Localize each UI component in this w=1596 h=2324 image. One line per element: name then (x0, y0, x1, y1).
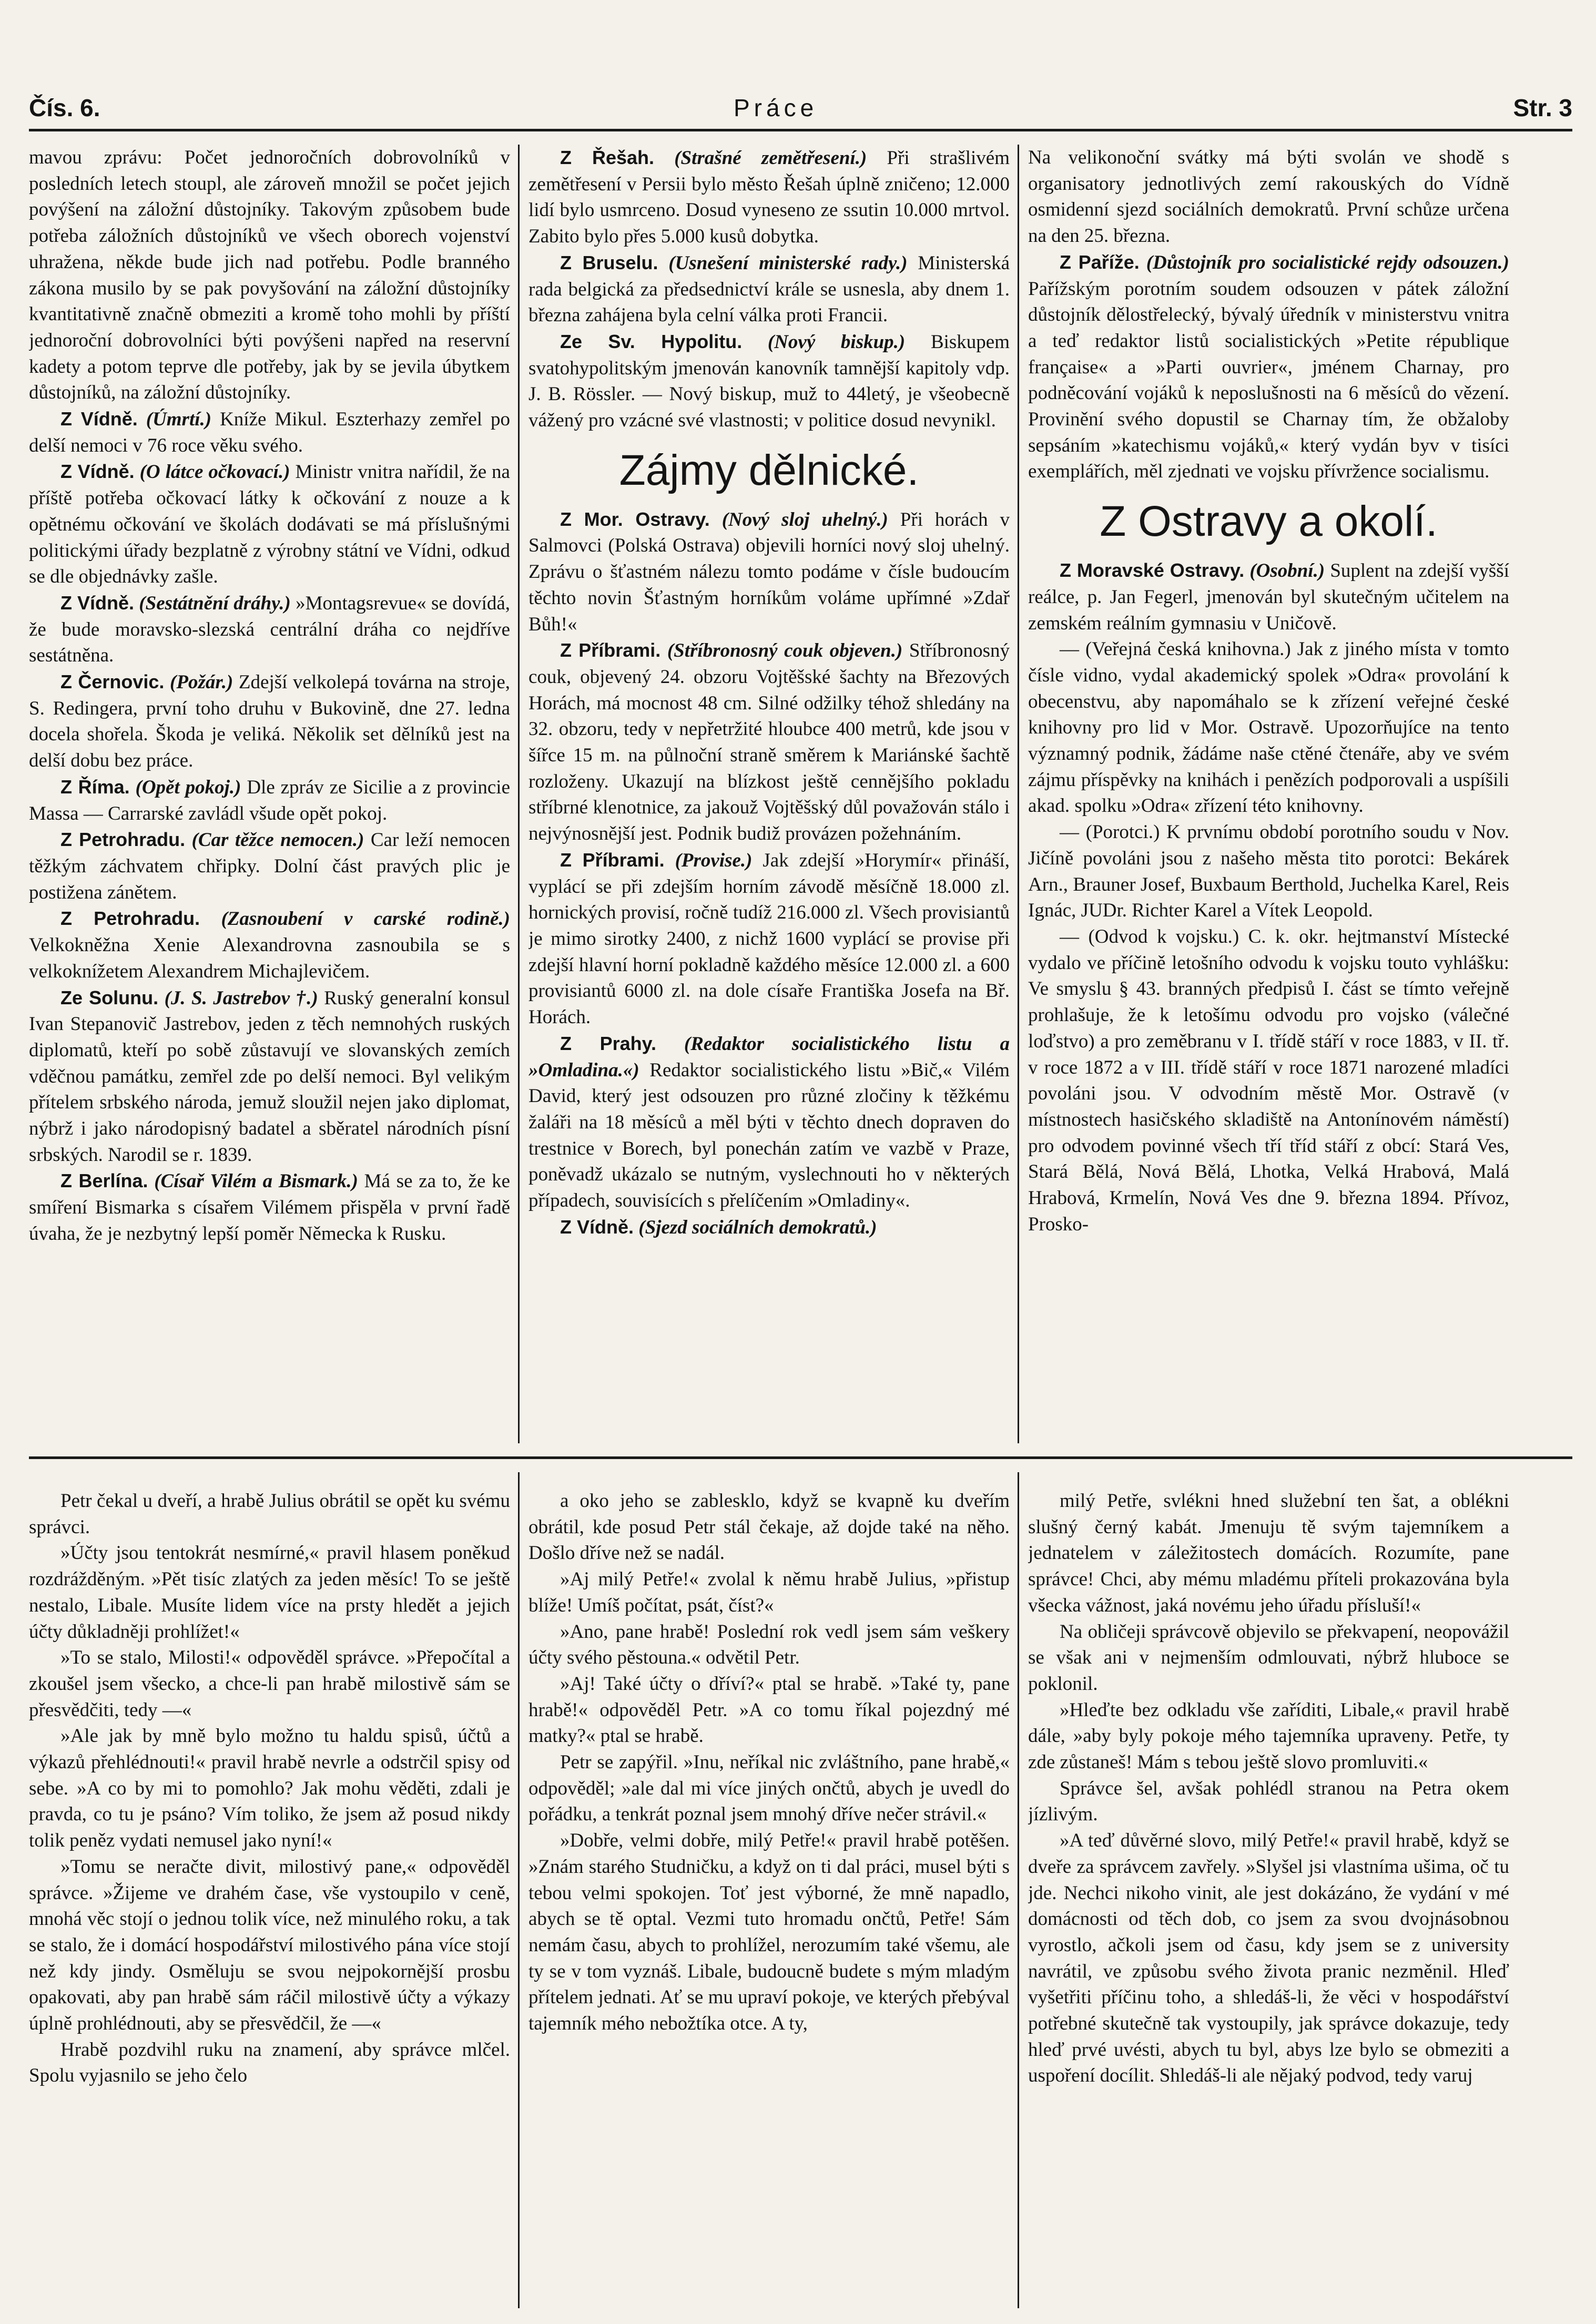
story-paragraph: »Hleďte bez odkladu vše zaříditi, Libale,« pravil hrabě dále, »aby byly pokoje mého tajemníka upraveny. Petře, ty zde zůstaneš! Mám s tebou ještě slovo promluviti.« (1028, 1699, 1509, 1773)
news-topic: (Strašné zemětřesení.) (674, 147, 867, 169)
news-body: Jak zdejší »Horymír« přináší, vyplácí se při zdejším horním závodě měsíčně 18.000 zl. hornických provisí, ročně tudíž 216.000 zl. Všech provisiantů je mimo sirotky 2400, z nichž 1600 vyplácí se provise při zdejší hlavní horní pokladně každého měsíce 12.000 zl. a 600 provisiantů 6000 zl. na dole císaře Františka Josefa na Bř. Horách. (528, 849, 1010, 1028)
dateline: Z Příbrami. (560, 849, 665, 871)
feuilleton-column-1 (29, 1488, 510, 2308)
news-topic: (Požár.) (170, 671, 233, 694)
section-title: Z Ostravy a okolí. (1100, 497, 1438, 546)
news-column-1 (29, 145, 510, 1435)
story-paragraph: Petr se zapýřil. »Inu, neříkal nic zvláštního, pane hrabě,« odpověděl; »ale dal mi více jiných ončtů, abych je uvedl do pořádku, a tenkrát poznal jsem mnohý dříve nečer strávil.« (528, 1751, 1010, 1826)
news-item (29, 774, 510, 827)
feuilleton-divider-2 (1018, 1472, 1019, 2308)
news-topic: (Nový sloj uhelný.) (721, 508, 888, 531)
news-body: Ministr vnitra nařídil, že na příště potřeba očkovací látky k očkování z nouze a k opětnému očkování ve školách dodávati se má příslušnými politickými úřady bezplatně z výrobny státní ve Vídni, odkud se dle objednávky zašle. (29, 461, 510, 588)
dateline: Z Říma. (60, 776, 130, 798)
dateline: Z Vídně. (60, 408, 138, 430)
news-item (528, 637, 1010, 847)
news-item (528, 1214, 1010, 1241)
news-topic: (Redaktor socialistického listu a »Omladina.«) (528, 1033, 1010, 1081)
feuilleton-rule (29, 1456, 1572, 1459)
news-item (528, 329, 1010, 434)
news-body: Ruský generalní konsul Ivan Stepanovič Jastrebov, jeden z těch nemnohých ruských diplomatů, kteří po sobě zůstavují ve slovanských zemích vděčnou památku, zemřel zde po delší nemoci. Byl velikým přítelem srbského národa, jemuž sloužil nejen jako diplomat, nýbrž i jako národopisný badatel a sběratel národních písní srbských. Narodil se r. 1839. (29, 987, 510, 1166)
news-item (29, 590, 510, 669)
news-item (1028, 819, 1509, 924)
news-item (29, 458, 510, 590)
news-item (29, 1168, 510, 1247)
news-column-3 (1028, 145, 1509, 1435)
header-rule (29, 129, 1572, 131)
story-paragraph: »To se stalo, Milosti!« odpověděl správce. »Přepočítal a zkoušel jsem všecko, a chce-li pan hrabě milostivě sám se přesvědčiti, tedy —« (29, 1647, 510, 1721)
dateline: Z Paříže. (1060, 251, 1140, 273)
story-paragraph: Petr čekal u dveří, a hrabě Julius obrátil se opět ku svému správci. (29, 1490, 510, 1538)
news-body: — (Odvod k vojsku.) C. k. okr. hejtmanství Místecké vydalo ve příčině letošního odvodu k vojsku touto vyhlášku: Ve smyslu § 43. branných předpisů I. část se tímto veřejně prohlašuje, že k letošímu odvodu pro vojsko (válečné loďstvo) a pro zeměbranu v I. třídě stáří v roce 1883, v II. tř. v roce 1872 a v III. třídě stáří v roce 1871 narozené mladíci povoláni jsou. V odvodním městě Mor. Ostravě (v místnostech hasičského skladiště na Antonínovém náměstí) pro odvodem povinné všech tří tříd stáří z obcí: Stará Ves, Stará Bělá, Nová Bělá, Lhotka, Velká Hrabová, Malá Hrabová, Krmelín, Nová Ves dne 9. března 1894. Přívoz, Prosko- (1028, 925, 1509, 1235)
column-divider-2 (1018, 145, 1019, 1443)
news-item (29, 406, 510, 458)
dateline: Z Vídně. (60, 461, 135, 483)
story-paragraph: a oko jeho se zablesklo, když se kvapně ku dveřím obrátil, kde posud Petr stál čekaje, až dojde také na něho. Došlo dříve než se nadál. (528, 1490, 1010, 1564)
news-column-2 (528, 145, 1010, 1435)
news-body: Má se za to, že ke smíření Bismarka s císařem Vilémem přispěla v první řadě úvaha, že je nezbytný lepší poměr Německa k Rusku. (29, 1170, 510, 1245)
news-body: Biskupem svatohypolitským jmenován kanovník tamnější kapitoly vdp. J. B. Rössler. — Nový biskup, muž to 44letý, je všeobecně vážený pro vzácné své vlastnosti; v politice dosud nevynikl. (528, 331, 1010, 432)
news-topic: (Car těžce nemocen.) (191, 829, 364, 851)
news-topic: (Císař Vilém a Bismark.) (154, 1170, 358, 1192)
dateline: Z Příbrami. (560, 639, 661, 661)
news-body: Suplent na zdejší vyšší reálce, p. Jan Fegerl, jmenován byl skutečným učitelem na zemském reálním gymnasiu v Uničově. (1028, 560, 1509, 634)
feuilleton-column-3 (1028, 1488, 1509, 2308)
dateline: Z Vídně. (560, 1216, 634, 1238)
news-body: mavou zprávu: Počet jednoročních dobrovolníků v posledních letech stoupl, ale zároveň množil se počet jejich povýšení na záložní důstojníky. Takovým způsobem bude potřeba záložních důstojníků ve všech oborech vojenství uhražena, někde bude jich nad potřebu. Podle branného zákona musilo by se pak povyšování na záložní důstojníky kvantitativně značně obmeziti a kromě toho mohli by příští jednoroční dobrovolníci býti povýšeni napřed na reservní kadety a potom teprve dle potřeby, jak by se jevila úbytkem důstojníků, na záložní důstojníky. (29, 147, 510, 404)
story-paragraph: Na obličeji správcově objevilo se překvapení, neopovážil se však ani v nejmenším odmlouvati, nýbrž hluboce se poklonil. (1028, 1620, 1509, 1695)
news-topic: (Zasnoubení v carské rodině.) (221, 908, 510, 930)
news-topic: (Nový biskup.) (767, 331, 906, 353)
news-item (1028, 924, 1509, 1237)
news-item (1028, 636, 1509, 819)
feuilleton-column-2 (528, 1488, 1010, 2308)
news-topic: (Důstojník pro socialistické rejdy odsouzen.) (1146, 251, 1509, 273)
news-body: Car leží nemocen těžkým záchvatem chřipky. Dolní část pravých plic je postižena zánětem. (29, 829, 510, 903)
news-body: — (Veřejná česká knihovna.) Jak z jiného místa v tomto čísle vidno, vydal akademický spolek »Odra« provolání k obecenstvu, aby napomáhalo se k zřízení veřejné české knihovny pro lid v Mor. Ostravě. Upozorňujíce na tento významný podnik, žádáme naše ctěné čtenáře, aby ve svém zájmu příspěvky na knihách i penězích podporovali a uspíšili akad. spolku »Odra« zřízení této knihovny. (1028, 638, 1509, 817)
news-topic: (Stříbronosný couk objeven.) (667, 640, 903, 662)
story-paragraph: milý Petře, svlékni hned služební ten šat, a oblékni slušný černý kabát. Jmenuju tě svým tajemníkem a jednatelem v záležitostech domácích. Rozumíte, pane správce! Chci, aby mému mladému příteli prokazována byla všecka vážnost, jaká novému jeho úřadu přísluší!« (1028, 1490, 1509, 1616)
dateline: Ze Solunu. (60, 986, 159, 1008)
story-paragraph: »Účty jsou tentokrát nesmírné,« pravil hlasem poněkud rozdrážděným. »Pět tisíc zlatých za jeden měsíc! To se ještě nestalo, Libale. Musíte lidem více na prsty hledět a jejich účty důkladněji prohlížet!« (29, 1542, 510, 1643)
dateline: Z Černovic. (60, 671, 165, 693)
issue-number: Čís. 6. (29, 94, 100, 121)
feuilleton-divider-1 (518, 1472, 520, 2308)
section-title: Zájmy dělnické. (619, 446, 919, 494)
news-item (29, 145, 510, 406)
news-item (29, 905, 510, 984)
news-body: Pařížským porotním soudem odsouzen v pátek záložní důstojník dělostřelecký, bývalý úředník v ministerstvu vnitra a teď redaktor listů socialistických »Petite république française« a »Parti ouvrier«, jménem Charnay, pro podněcování vojáků k neposlušnosti na 6 měsíců do vězení. Provinění svého dopustil se Charnay tím, že obžaloby sepsáním »katechismu vojáků,« který vydán byv v tisíci exemplářích, měl zjednati ve vojsku přívržence socialismu. (1028, 278, 1509, 483)
news-topic: (Usnešení ministerské rady.) (668, 252, 908, 274)
news-body: Redaktor socialistického listu »Bič,« Vilém David, který jest odsouzen pro různé zločiny k těžkému žaláři na 18 měsíců a měl býti v těchto dnech dopraven do trestnice v Borech, byl ponechán zatím ve vazbě v Praze, poněvadž ukázalo se nutným, vyslechnouti ho v některých případech, souvisících s přelíčením »Omladiny«. (528, 1059, 1010, 1212)
news-item (528, 847, 1010, 1031)
news-body: Při horách v Salmovci (Polská Ostrava) objevili horníci nový sloj uhelný. Zprávu o šťastném nálezu tomto podáme v čísle budoucím těchto novin Šťastným horníkům voláme upřímné »Zdař Bůh!« (528, 508, 1010, 635)
news-item (528, 506, 1010, 638)
news-item (29, 985, 510, 1168)
story-paragraph: »A teď důvěrné slovo, milý Petře!« pravil hrabě, když se dveře za správcem zavřely. »Slyšel jsi vlastníma ušima, oč tu jde. Nechci nikoho vinit, ale jest dokázáno, že vydání v mé domácnosti od těch dob, co jsem za svou dvojnásobnou vyrostlo, ačkoli jsem od času, kdy jsem se z university navrátil, ve způsobu svého života pranic nezměnil. Hleď vyšetřiti příčinu toho, a shledáš-li, že věci v hospodářství potřebné skutečně tak vystoupily, jak správce dokazuje, tedy hleď prvé uvésti, abych tu byl, abys lze bylo se obmeziti a uspoření docílit. Shledáš-li ale nějaký podvod, tedy varuj (1028, 1830, 1509, 2087)
news-body: Dle zpráv ze Sicilie a z provincie Massa — Carrarské zavládl všude opět pokoj. (29, 776, 510, 824)
dateline: Z Bruselu. (560, 251, 658, 273)
story-paragraph: Hrabě pozdvihl ruku na znamení, aby správce mlčel. Spolu vyjasnilo se jeho čelo (29, 2038, 510, 2087)
news-topic: (Sjezd sociálních demokratů.) (638, 1216, 877, 1238)
page-number: Str. 3 (1513, 94, 1572, 121)
column-divider-1 (518, 145, 520, 1443)
news-item (1028, 145, 1509, 249)
dateline: Z Prahy. (560, 1032, 657, 1054)
news-topic: (Osobní.) (1249, 560, 1325, 582)
dateline: Z Vídně. (60, 592, 135, 614)
news-body: Na velikonoční svátky má býti svolán ve shodě s organisatory jednotlivých zemí rakouských do Vídně osmidenní sjezd sociálních demokratů. První schůze určena na den 25. března. (1028, 147, 1509, 247)
newspaper-title: Práce (734, 94, 818, 121)
story-paragraph: »Aj milý Petře!« zvolal k němu hrabě Julius, »přistup blíže! Umíš počítat, psát, číst?« (528, 1568, 1010, 1616)
news-item (29, 669, 510, 774)
story-paragraph: »Dobře, velmi dobře, milý Petře!« pravil hrabě potěšen. »Znám starého Studničku, a když on ti dal práci, musel býti s tebou velmi spokojen. Toť jest výborné, že mně napadlo, abych se tě optal. Vezmi tuto hromadu ončtů, Petře! Sám nemám času, abych to prohlížel, nerozumím také všemu, ale ty se v tom vyznáš. Libale, budoucně budete s mým mladým přítelem jednati. Ať se mu upraví pokoje, ve kterých přebýval tajemník mého nebožtíka otce. A ty, (528, 1830, 1010, 2035)
dateline: Z Petrohradu. (60, 829, 186, 851)
news-item (1028, 557, 1509, 636)
news-body: »Montagsrevue« se dovídá, že bude moravsko-slezská centrální dráha co nejdříve sestátněna. (29, 592, 510, 667)
dateline: Z Petrohradu. (60, 908, 200, 930)
news-topic: (O látce očkovací.) (139, 461, 290, 483)
story-paragraph: Správce šel, avšak pohlédl stranou na Petra okem jízlivým. (1028, 1777, 1509, 1826)
news-body: Zdejší velkolepá továrna na stroje, S. Redingera, první toho druhu v Bukovině, dne 27. ledna docela shořela. Škoda je veliká. Několik set dělníků jest na delší dobu bez práce. (29, 671, 510, 772)
news-body: Ministerská rada belgická za předsednictví krále se usnesla, aby dnem 1. března zahájena byla celní válka proti Francii. (528, 252, 1010, 327)
news-item (29, 827, 510, 905)
news-body: Kníže Mikul. Eszterhazy zemřel po delší nemoci v 76 roce věku svého. (29, 409, 510, 456)
news-item (528, 145, 1010, 250)
news-item (528, 1031, 1010, 1214)
dateline: Z Mor. Ostravy. (560, 508, 710, 530)
news-topic: (Úmrtí.) (146, 409, 212, 431)
story-paragraph: »Aj! Také účty o dříví?« ptal se hrabě. »Také ty, pane hrabě!« odpověděl Petr. »A co tomu říkal pojezdný mé matky?« ptal se hrabě. (528, 1673, 1010, 1747)
news-topic: (J. S. Jastrebov †.) (164, 987, 318, 1009)
news-body: — (Porotci.) K prvnímu období porotního soudu v Nov. Jičíně povoláni jsou z našeho města tito porotci: Bekárek Arn., Brauner Josef, Buxbaum Berthold, Juchelka Karel, Reis Ignác, JUDr. Richter Karel a Vítek Leopold. (1028, 821, 1509, 922)
news-item (1028, 249, 1509, 485)
news-body: Při strašlivém zemětřesení v Persii bylo město Řešah úplně zničeno; 12.000 lidí bylo usmrceno. Dosud vyneseno ze ssutin 10.000 mrtvol. Zabito bylo přes 5.000 kusů dobytka. (528, 147, 1010, 248)
dateline: Z Berlína. (60, 1170, 148, 1192)
dateline: Z Moravské Ostravy. (1060, 559, 1245, 582)
story-paragraph: »Ale jak by mně bylo možno tu haldu spisů, účtů a výkazů přehlédnouti!« pravil hrabě nevrle a odstrčil spisy od sebe. »A co by mi to pomohlo? Jak mohu věděti, zdali je pravda, co tu je psáno? Vím toliko, že jsem až posud nikdy tolik peněz vydati nemusel jako nyní!« (29, 1725, 510, 1852)
story-paragraph: »Ano, pane hrabě! Poslední rok vedl jsem sám veškery účty svého pěstouna.« odvětil Petr. (528, 1620, 1010, 1669)
dateline: Z Řešah. (560, 147, 655, 168)
dateline: Ze Sv. Hypolitu. (560, 330, 743, 352)
news-topic: (Sestátnění dráhy.) (139, 592, 291, 614)
news-item (528, 250, 1010, 329)
news-body: Stříbronosný couk, objevený 24. obzoru Vojtěšské šachty na Březových Horách, má mocnost 48 cm. Silné odžilky téhož shledány na 32. obzoru, tedy v nepřetržité hloubce 400 metrů, kde jsou v šířce 15 m. na půlnoční straně směrem k Mariánské šachtě rozloženy. Ukazují na blízkost ještě cennějšího pokladu stříbrné klenotnice, za jakouž Vojtěšský důl považován stálo i nejvýnosnější jest. Podnik budiž provázen požehnáním. (528, 640, 1010, 845)
news-topic: (Provise.) (675, 849, 753, 871)
news-topic: (Opět pokoj.) (135, 776, 241, 798)
story-paragraph: »Tomu se neračte divit, milostivý pane,« odpověděl správce. »Žijeme ve drahém čase, vše vystoupilo v ceně, mnohá věc stojí o jednou tolik více, než minulého roku, a tak se stalo, že i domácí hospodářství milostivého pána více stojí než kdy jindy. Osměluju se svou nejpokornější prosbu opakovati, aby pan hrabě sám ráčil milostivě účty a výkazy úplně prohlédnouti, aby se přesvědčil, že —« (29, 1856, 510, 2035)
news-body: Velkokněžna Xenie Alexandrovna zasnoubila se s velkoknížetem Alexandrem Michajlevičem. (29, 934, 510, 982)
